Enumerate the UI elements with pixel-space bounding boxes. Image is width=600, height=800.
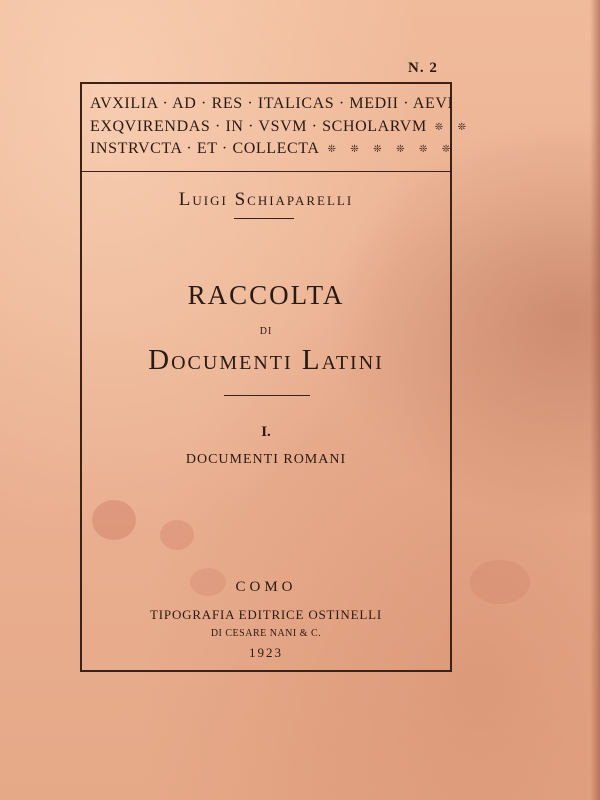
imprint-city: COMO [235,579,297,595]
author-name: Luigi Schiaparelli [178,189,354,210]
book-title-line-1: RACCOLTA [187,280,345,310]
divider-rule [224,395,310,396]
series-motto-line-3 [90,140,456,158]
series-motto-line-2 [90,118,472,136]
book-title-line-2: Documenti Latini [148,344,384,376]
series-number: N. 2 [408,60,438,76]
imprint-publisher: TIPOGRAFIA EDITRICE OSTINELLI [150,607,382,622]
series-motto-line-1 [90,95,453,113]
paper-stain [470,560,530,604]
page-edge-shadow [590,0,600,800]
series-header [82,84,473,172]
cover-frame [80,82,473,672]
volume-title: DOCUMENTI ROMANI [185,452,347,467]
imprint-publisher-sub: DI CESARE NANI & C. [210,628,322,639]
imprint-year: 1923 [249,645,283,660]
star-ornament-icon: ❊ ❊ ❊ ❊ ❊ ❊ [327,143,457,155]
book-title-connector: DI [259,326,273,337]
volume-number: I. [261,424,271,440]
series-motto-text: INSTRVCTA · ET · COLLECTA [90,140,320,157]
divider-rule [234,218,294,219]
star-ornament-icon: ❊ ❊ [434,121,473,133]
series-motto-text: AVXILIA · AD · RES · ITALICAS · MEDII · AEVI [90,95,454,112]
series-motto-text: EXQVIRENDAS · IN · VSVM · SCHOLARVM [90,118,427,135]
